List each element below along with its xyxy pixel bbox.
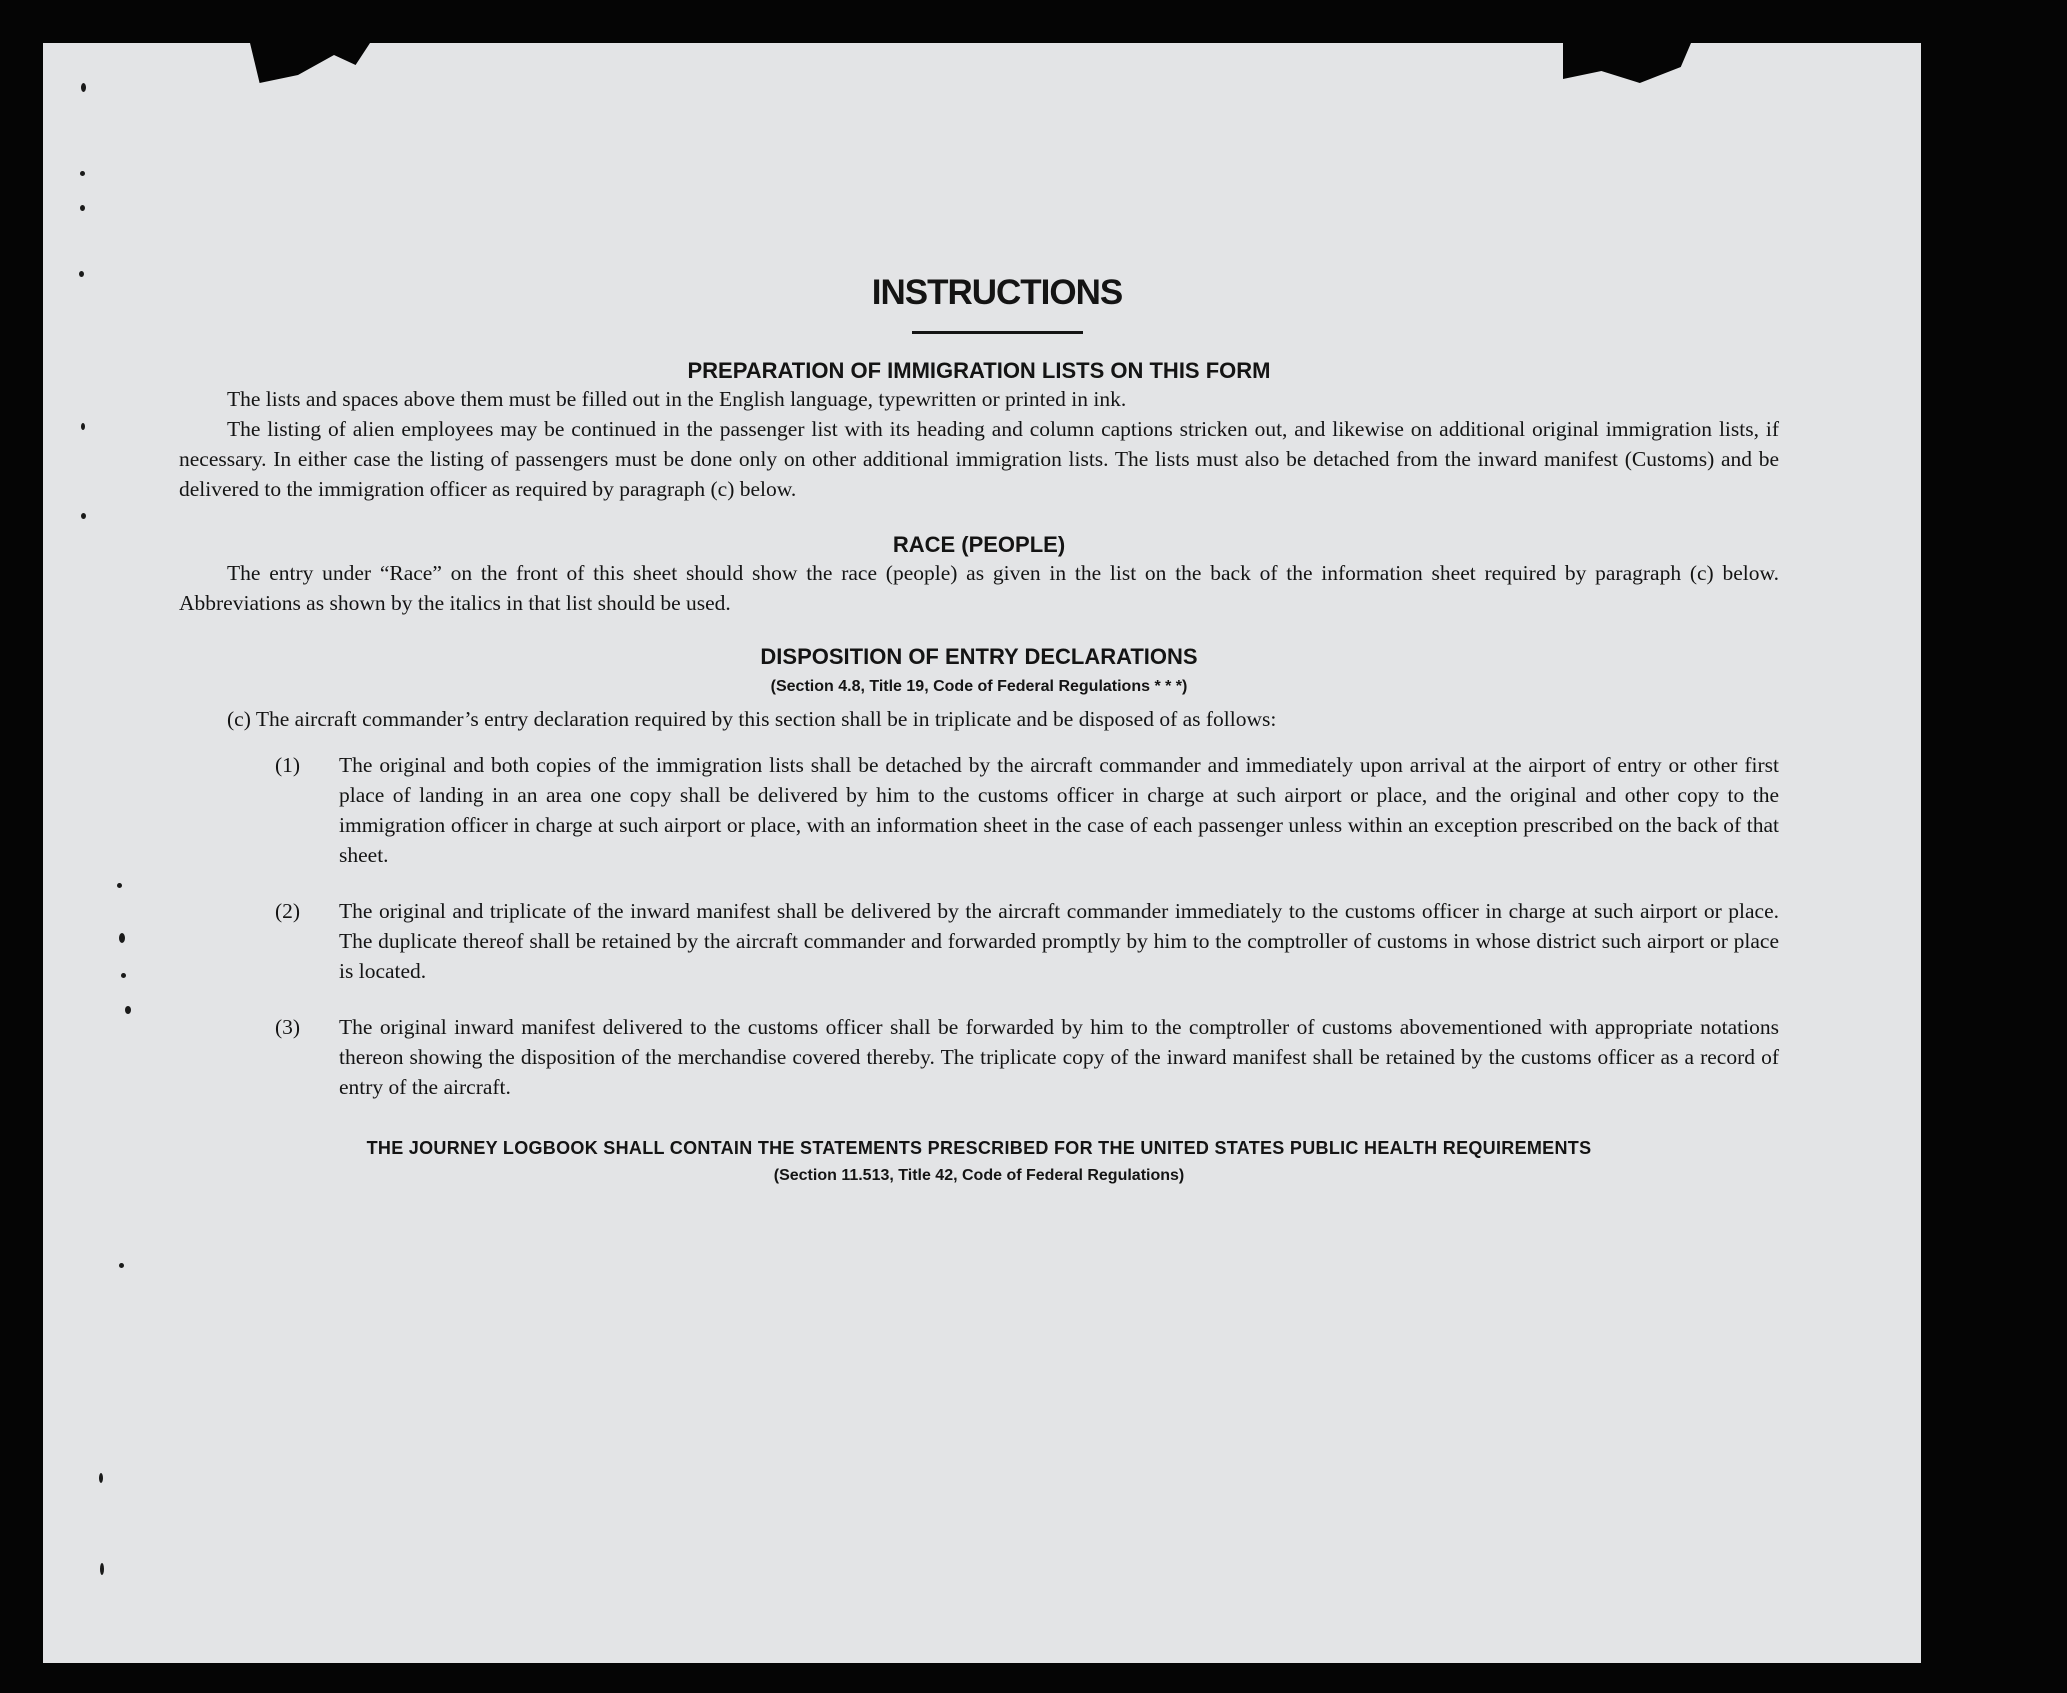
title-underline <box>912 331 1083 334</box>
scan-speck <box>79 271 84 277</box>
item-text: The original inward manifest delivered to the customs officer shall be forwarded by him to the comptroller of customs abovementioned with appropriate notations thereon showing the disposition of the merchandise covered thereby. The triplicate copy of the inward manifest shall be retained by the customs officer as a record of entry of the aircraft. <box>339 1015 1779 1099</box>
heading-race: RACE (PEOPLE) <box>892 532 1066 557</box>
scan-speck <box>80 171 85 176</box>
torn-tab-left <box>250 43 370 83</box>
list-item <box>275 750 1779 870</box>
scan-speck <box>121 973 126 978</box>
page-title: INSTRUCTIONS <box>871 273 1123 312</box>
item-number: (2) <box>275 899 301 923</box>
scan-speck <box>125 1006 131 1014</box>
list-item <box>275 896 1779 986</box>
scan-speck <box>119 933 125 943</box>
preparation-paragraph-2: The listing of alien employees may be continued in the passenger list with its heading and column captions stricken out, and likewise on additional original immigration lists, if necessary. In either case the listing of passengers must be done only on other additional immigration lists. The lists must also be detached from the inward manifest (Customs) and be delivered to the immigration officer as required by paragraph (c) below. <box>179 417 1779 501</box>
clause-c: (c) The aircraft commander’s entry declaration required by this section shall be in triplicate and be disposed of as follows: <box>227 707 1277 731</box>
disposition-citation: (Section 4.8, Title 19, Code of Federal Regulations * * *) <box>770 678 1188 695</box>
item-text: The original and both copies of the immigration lists shall be detached by the aircraft commander and immediately upon arrival at the airport of entry or other first place of landing in an area one copy shall be delivered by him to the customs officer in charge at such airport or place, and the original and other copy to the immigration officer in charge at such airport or place, with an information sheet in the case of each passenger unless within an exception prescribed on the back of that sheet. <box>339 753 1779 867</box>
scan-speck <box>117 883 122 888</box>
instructions-content <box>179 273 1779 1185</box>
item-text: The original and triplicate of the inward manifest shall be delivered by the aircraft commander immediately to the customs officer in charge at such airport or place. The duplicate thereof shall be retained by the aircraft commander and forwarded promptly by him to the comptroller of customs in whose district such airport or place is located. <box>339 899 1779 983</box>
scan-speck <box>81 423 85 430</box>
heading-disposition: DISPOSITION OF ENTRY DECLARATIONS <box>760 644 1198 669</box>
preparation-paragraph-1: The lists and spaces above them must be filled out in the English language, typewritten or printed in ink. <box>227 387 1127 411</box>
document-page <box>43 43 1921 1663</box>
health-citation: (Section 11.513, Title 42, Code of Federal Regulations) <box>773 1167 1185 1184</box>
item-number: (1) <box>275 753 301 777</box>
heading-preparation: PREPARATION OF IMMIGRATION LISTS ON THIS FORM <box>687 358 1271 383</box>
health-heading: THE JOURNEY LOGBOOK SHALL CONTAIN THE STATEMENTS PRESCRIBED FOR THE UNITED STATES PUBLIC HEALTH REQUIREMENTS <box>366 1138 1592 1158</box>
scan-speck <box>119 1263 124 1268</box>
race-paragraph: The entry under “Race” on the front of this sheet should show the race (people) as given in the list on the back of the information sheet required by paragraph (c) below. Abbreviations as shown by the italics in that list should be used. <box>179 561 1779 615</box>
item-number: (3) <box>275 1015 301 1039</box>
scan-speck <box>100 1563 104 1575</box>
torn-tab-right <box>1563 43 1691 83</box>
scan-speck <box>81 513 86 519</box>
list-item <box>275 1012 1779 1102</box>
scan-speck <box>99 1473 103 1483</box>
scan-speck <box>80 205 85 211</box>
scan-speck <box>81 83 86 92</box>
